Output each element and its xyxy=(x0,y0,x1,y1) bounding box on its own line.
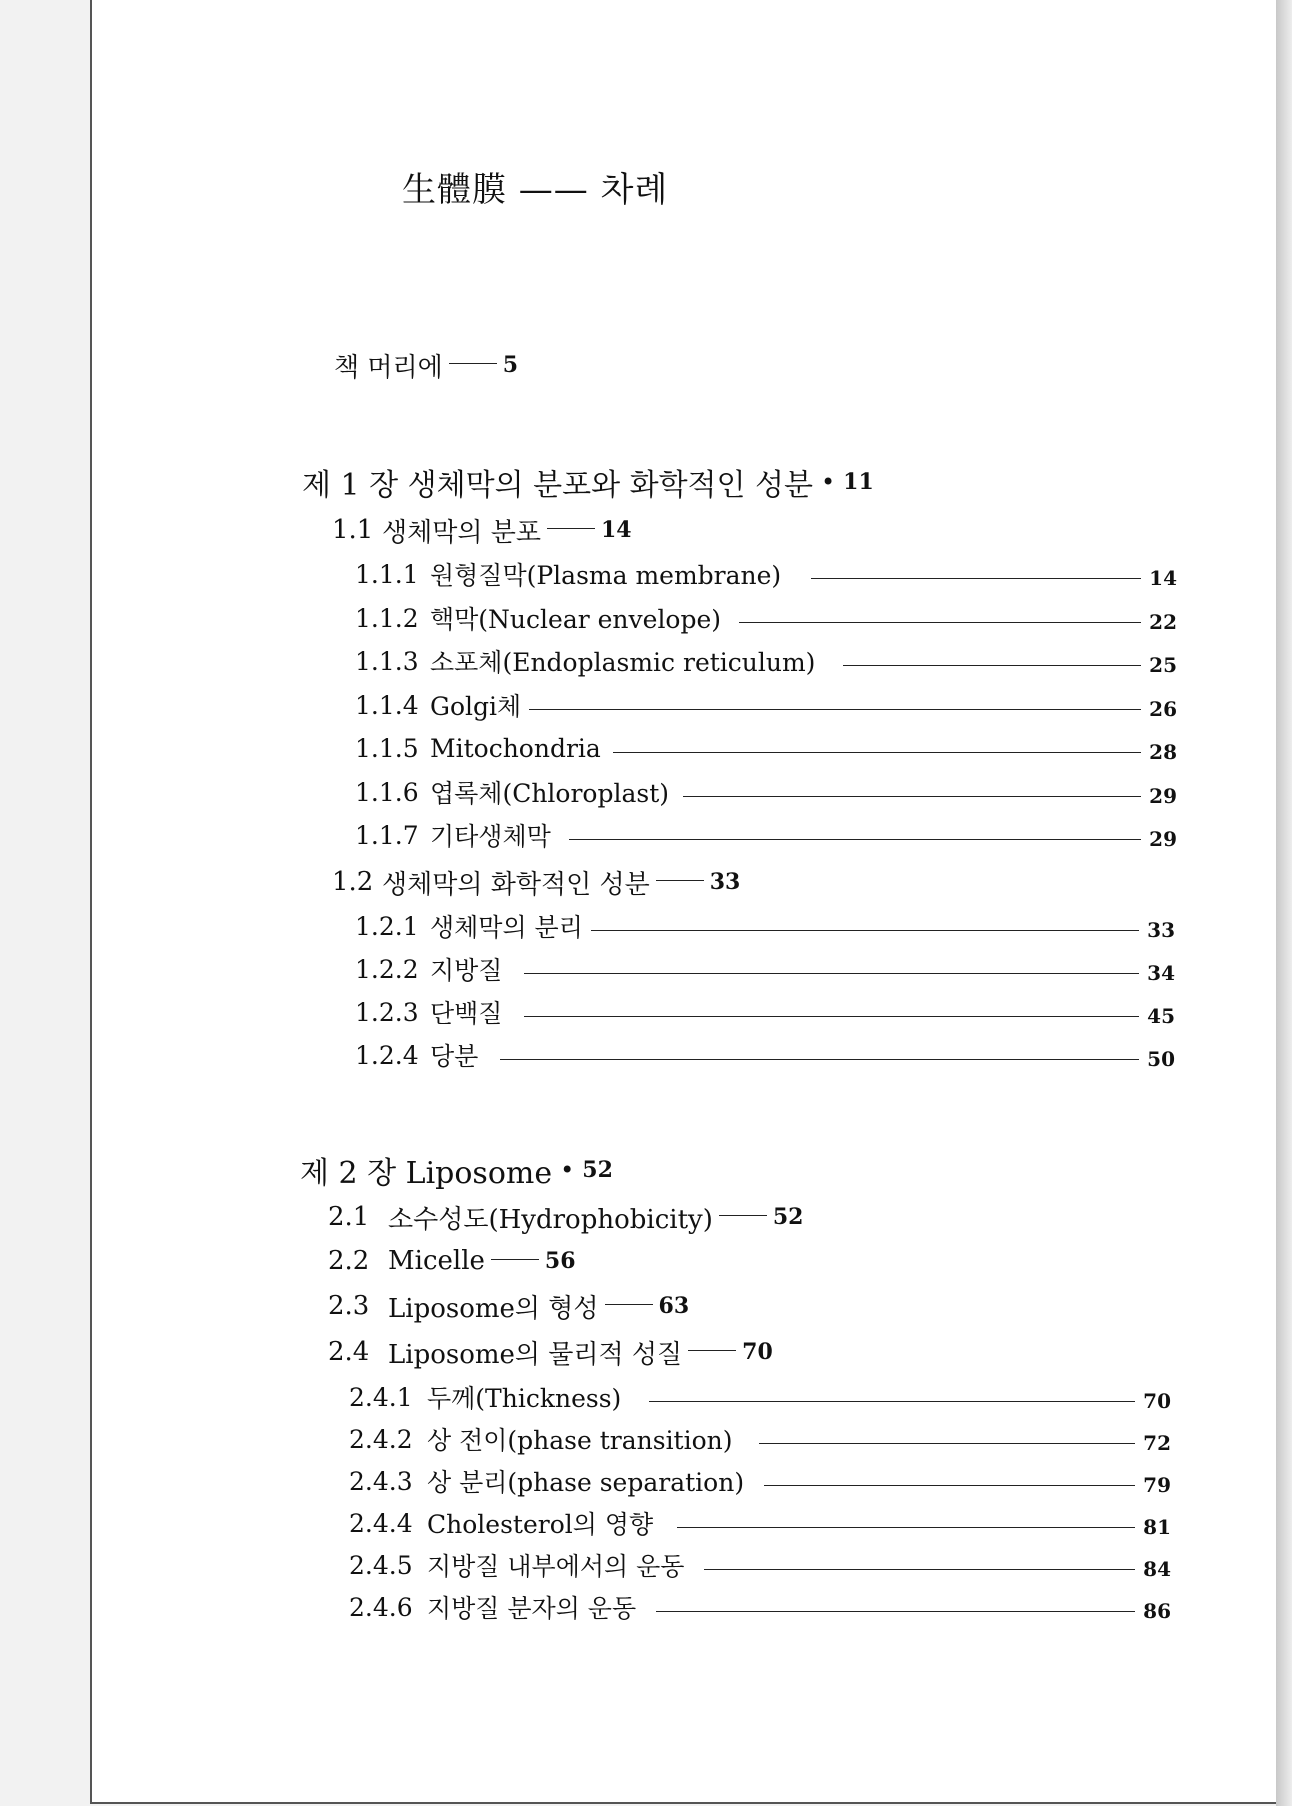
leader-line xyxy=(500,1059,1139,1060)
toc-item-2-4-4[interactable] xyxy=(349,1503,1171,1543)
item-title: Mitochondria xyxy=(430,733,601,763)
item-page: 14 xyxy=(1149,566,1177,590)
toc-item-1-1-6[interactable] xyxy=(355,772,1177,812)
item-number: 2.4.2 xyxy=(349,1424,413,1454)
leader-line xyxy=(811,578,1141,579)
leader-line xyxy=(569,839,1141,840)
section-page: 56 xyxy=(544,1248,576,1274)
bullet-separator: • xyxy=(560,1156,575,1184)
page-edge-shadow xyxy=(1276,0,1292,1806)
leader-line xyxy=(649,1401,1135,1402)
toc-preface-page: 5 xyxy=(502,352,519,378)
item-title: 지방질 내부에서의 운동 xyxy=(427,1552,685,1581)
item-title: 소포체(Endoplasmic reticulum) xyxy=(430,648,816,677)
chapter-page: 52 xyxy=(582,1157,613,1183)
item-page: 72 xyxy=(1143,1431,1171,1455)
item-page: 81 xyxy=(1143,1515,1171,1539)
item-page: 45 xyxy=(1147,1004,1175,1028)
toc-item-1-2-3[interactable] xyxy=(355,992,1175,1032)
item-page: 29 xyxy=(1149,827,1177,851)
toc-chapter-1[interactable] xyxy=(302,462,874,502)
item-title: 기타생체막 xyxy=(430,822,551,851)
item-title: 지방질 xyxy=(430,956,503,985)
section-title: Liposome의 형성 xyxy=(388,1293,599,1324)
item-number: 2.4.4 xyxy=(349,1508,413,1538)
item-number: 2.4.6 xyxy=(349,1592,413,1622)
toc-section-2-3[interactable] xyxy=(328,1286,689,1326)
leader-line xyxy=(656,1611,1135,1612)
item-number: 1.1.1 xyxy=(355,559,419,589)
section-title: Micelle xyxy=(388,1246,485,1276)
leader-line xyxy=(764,1485,1135,1486)
dash-divider xyxy=(656,880,704,881)
leader-line xyxy=(613,752,1141,753)
toc-section-2-1[interactable] xyxy=(328,1197,803,1237)
item-number: 1.1.7 xyxy=(355,820,419,850)
leader-line xyxy=(529,709,1141,710)
toc-item-2-4-3[interactable] xyxy=(349,1461,1171,1501)
item-title: Golgi체 xyxy=(430,692,522,721)
chapter-label: 제 1 장 생체막의 분포와 화학적인 성분 xyxy=(302,468,814,503)
chapter-label: 제 2 장 Liposome xyxy=(300,1156,553,1191)
toc-preface-label: 책 머리에 xyxy=(334,352,443,383)
section-page: 52 xyxy=(772,1204,804,1230)
leader-line xyxy=(759,1443,1136,1444)
leader-line xyxy=(739,622,1141,623)
section-page: 33 xyxy=(709,869,741,895)
item-number: 1.1.3 xyxy=(355,646,419,676)
item-number: 1.2.1 xyxy=(355,911,419,941)
toc-section-1-2[interactable] xyxy=(332,862,740,902)
dash-divider xyxy=(605,1304,653,1305)
page-title: 生體膜 —— 차례 xyxy=(402,170,669,210)
item-title: 원형질막(Plasma membrane) xyxy=(430,561,782,590)
item-page: 28 xyxy=(1149,740,1177,764)
item-number: 1.2.2 xyxy=(355,954,419,984)
dash-divider xyxy=(719,1215,767,1216)
leader-line xyxy=(677,1527,1135,1528)
section-number: 1.1 xyxy=(332,515,374,545)
toc-item-1-1-1[interactable] xyxy=(355,554,1177,594)
item-number: 1.2.3 xyxy=(355,997,419,1027)
item-page: 86 xyxy=(1143,1599,1171,1623)
dash-divider xyxy=(449,363,497,364)
item-title: 엽록체(Chloroplast) xyxy=(430,779,670,808)
section-title: 생체막의 분포 xyxy=(382,517,541,548)
bullet-separator: • xyxy=(821,468,836,496)
toc-item-1-1-3[interactable] xyxy=(355,641,1177,681)
item-page: 25 xyxy=(1149,653,1177,677)
item-number: 1.1.2 xyxy=(355,603,419,633)
leader-line xyxy=(524,1016,1139,1017)
dash-divider xyxy=(547,528,595,529)
item-title: 두께(Thickness) xyxy=(427,1384,622,1413)
item-page: 33 xyxy=(1147,918,1175,942)
leader-line xyxy=(683,796,1141,797)
item-page: 50 xyxy=(1147,1047,1175,1071)
section-page: 63 xyxy=(658,1293,690,1319)
item-title: Cholesterol의 영향 xyxy=(427,1510,654,1539)
dash-divider xyxy=(688,1350,736,1351)
section-title: Liposome의 물리적 성질 xyxy=(388,1339,683,1370)
item-title: 상 전이(phase transition) xyxy=(427,1426,733,1455)
toc-item-1-2-1[interactable] xyxy=(355,906,1175,946)
section-number: 2.2 xyxy=(328,1246,370,1276)
section-title: 소수성도(Hydrophobicity) xyxy=(388,1204,713,1235)
item-title: 지방질 분자의 운동 xyxy=(427,1594,637,1623)
section-page: 70 xyxy=(742,1339,773,1365)
item-number: 2.4.5 xyxy=(349,1550,413,1580)
toc-item-1-1-2[interactable] xyxy=(355,598,1177,638)
leader-line xyxy=(843,665,1141,666)
item-page: 29 xyxy=(1149,784,1177,808)
item-page: 84 xyxy=(1143,1557,1171,1581)
toc-section-1-1[interactable] xyxy=(332,510,632,550)
item-number: 2.4.3 xyxy=(349,1466,413,1496)
toc-chapter-2[interactable] xyxy=(300,1150,613,1190)
toc-section-2-2[interactable] xyxy=(328,1241,576,1281)
item-page: 34 xyxy=(1147,961,1175,985)
item-page: 70 xyxy=(1143,1389,1171,1413)
item-number: 1.1.6 xyxy=(355,777,419,807)
section-number: 1.2 xyxy=(332,867,374,897)
item-title: 단백질 xyxy=(430,999,503,1028)
item-title: 생체막의 분리 xyxy=(430,913,583,942)
item-page: 22 xyxy=(1149,610,1177,634)
item-title: 핵막(Nuclear envelope) xyxy=(430,605,722,634)
toc-item-1-2-2[interactable] xyxy=(355,949,1175,989)
toc-item-2-4-6[interactable] xyxy=(349,1587,1171,1627)
item-page: 26 xyxy=(1149,697,1177,721)
leader-line xyxy=(591,930,1139,931)
toc-item-2-4-5[interactable] xyxy=(349,1545,1171,1585)
book-page xyxy=(90,0,1276,1804)
item-number: 1.1.5 xyxy=(355,733,419,763)
chapter-page: 11 xyxy=(843,469,874,495)
toc-item-1-1-5[interactable] xyxy=(355,728,1177,768)
item-number: 1.1.4 xyxy=(355,690,419,720)
toc-item-2-4-2[interactable] xyxy=(349,1419,1171,1459)
toc-item-2-4-1[interactable] xyxy=(349,1377,1171,1417)
item-title: 당분 xyxy=(430,1042,479,1071)
item-number: 1.2.4 xyxy=(355,1040,419,1070)
section-number: 2.3 xyxy=(328,1291,370,1321)
item-number: 2.4.1 xyxy=(349,1382,413,1412)
section-number: 2.1 xyxy=(328,1202,370,1232)
toc-preface[interactable] xyxy=(334,345,518,385)
section-page: 14 xyxy=(600,517,632,543)
item-page: 79 xyxy=(1143,1473,1171,1497)
toc-section-2-4[interactable] xyxy=(328,1332,773,1372)
toc-item-1-1-7[interactable] xyxy=(355,815,1177,855)
dash-divider xyxy=(491,1259,539,1260)
leader-line xyxy=(704,1569,1135,1570)
leader-line xyxy=(524,973,1139,974)
section-title: 생체막의 화학적인 성분 xyxy=(382,869,650,900)
toc-item-1-1-4[interactable] xyxy=(355,685,1177,725)
item-title: 상 분리(phase separation) xyxy=(427,1468,745,1497)
section-number: 2.4 xyxy=(328,1337,370,1367)
toc-item-1-2-4[interactable] xyxy=(355,1035,1175,1075)
